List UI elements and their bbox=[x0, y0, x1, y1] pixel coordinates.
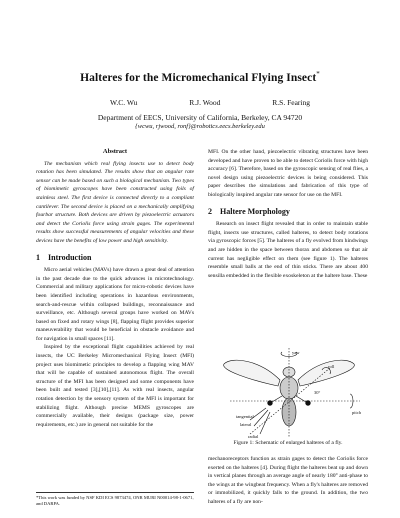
affiliation: Department of EECS, University of California, Berkeley, CA 94720 bbox=[97, 113, 303, 122]
haltere-schematic-figure bbox=[210, 346, 368, 442]
left-wing bbox=[224, 360, 280, 386]
author-2: R.J. Wood bbox=[189, 98, 221, 107]
pitch-label: pitch bbox=[352, 410, 361, 415]
author-list bbox=[110, 98, 310, 107]
figure-caption: Figure 1: Schematic of enlarged halteres of a fly. bbox=[233, 440, 343, 446]
right-wing bbox=[298, 360, 354, 386]
abstract-text: The mechanism which real flying insects use to detect body rotation has been simulated. The results show that an angular rate sensor can be made based on such a biological mechanism. Two types of biomimetic gyroscopes have been constructed using foils of stainless steel. The first device is connected directly to a compliant cantilever. The second device is placed on a mechanically amplifying fourbar structure. Both devices are driven by piezoelectric actuators and detect the Coriolis force using strain gages. The experimental results show successful measurements of angular velocities and these devices have the benefits of low power and high sensitivity. bbox=[36, 160, 194, 244]
radial-label: radial bbox=[248, 434, 259, 439]
abstract-heading: Abstract bbox=[102, 148, 128, 155]
footnote: *This work was funded by NSF KDI ECS 9873474, ONR MURI N00014-98-1-0671, and DARPA. bbox=[36, 492, 194, 507]
right-paragraph-1: MFI. On the other hand, piezoelectric vibrating structures have been developed and have proven to be able to detect Coriolis force with high accuracy [6]. Therefore, based on the gyroscopic sensing of real flies, a novel design using piezoelectric devices is being considered. This paper describes the simulations and fabrication of this type of biologically inspired angular rate sensor for use on the MFI. bbox=[208, 149, 368, 198]
intro-paragraph-1: Micro aerial vehicles (MAVs) have drawn a great deal of attention in the past decade due to the quick advances in microtechnology. Commercial and military applications for micro-robotic devices have been identified including operations in hazardous environments, search-and-rescue within collapsed buildings, reconnaissance and surveillance, etc. Although several groups have worked on MAVs based on fixed and rotary wings [8], flapping flight provides superior maneuverability that would be beneficial in obstacle avoidance and for navigation in small spaces [11]. bbox=[36, 267, 194, 342]
right-paragraph-3: mechanoreceptors function as strain gages to detect the Coriolis force exerted on the halteres [4]. During flight the halteres beat up and down in vertical planes through an average angle of nearly 180° anti-phase to the wings at the wingbeat frequency. When a fly's halteres are removed or immobilized, it quickly falls to the ground. In addition, the two halteres of a fly are non- bbox=[208, 456, 368, 505]
right-haltere bbox=[306, 401, 311, 406]
angle-label: 30° bbox=[314, 390, 321, 395]
haltere-paragraph: Research on insect flight revealed that in order to maintain stable flight, insects use structures, called halteres, to detect body rotations via gyroscopic forces [5]. The halteres of a fly evolved from hindwings and are hidden in the space between thorax and abdomen so that air current has negligible effect on them (see figure 1). The halteres resemble small balls at the end of thin sticks. There are about 400 sensilla embedded in the flexible exoskeleton at the haltere base. These bbox=[208, 221, 368, 279]
paper-title: Halteres for the Micromechanical Flying Insect* bbox=[80, 70, 320, 84]
lateral-label: lateral bbox=[240, 422, 252, 427]
author-emails: {wcwu, rjwood, ronf}@robotics.eecs.berkeley.edu bbox=[135, 123, 265, 130]
yaw-label: yaw bbox=[292, 350, 300, 355]
section-1-heading: 1 Introduction bbox=[36, 252, 92, 262]
roll-label: roll bbox=[328, 364, 335, 369]
intro-paragraph-2: Inspired by the exceptional flight capabilities achieved by real insects, the UC Berkeley Micromechanical Flying Insect (MFI) project uses biomimetic principles to develop a flapping wing MAV that will be capable of sustained autonomous flight. The overall structure of the MFI has been designed and some components have been built and tested [3],[10],[11]. As with real insects, angular rotation detection by the sensory system of the MFI is important for stabilizing flight. Although precise MEMS gyroscopes are commercially available, their designs (package size, power requirements, etc.) are in general not suitable for the bbox=[36, 344, 194, 428]
tangential-label: tangential bbox=[236, 414, 254, 419]
left-column bbox=[36, 148, 194, 429]
title-footnote-mark: * bbox=[316, 70, 320, 78]
author-3: R.S. Fearing bbox=[272, 98, 310, 107]
author-1: W.C. Wu bbox=[110, 98, 138, 107]
section-2-heading: 2 Haltere Morphology bbox=[208, 206, 290, 216]
left-haltere bbox=[268, 401, 273, 406]
right-column bbox=[208, 148, 368, 280]
